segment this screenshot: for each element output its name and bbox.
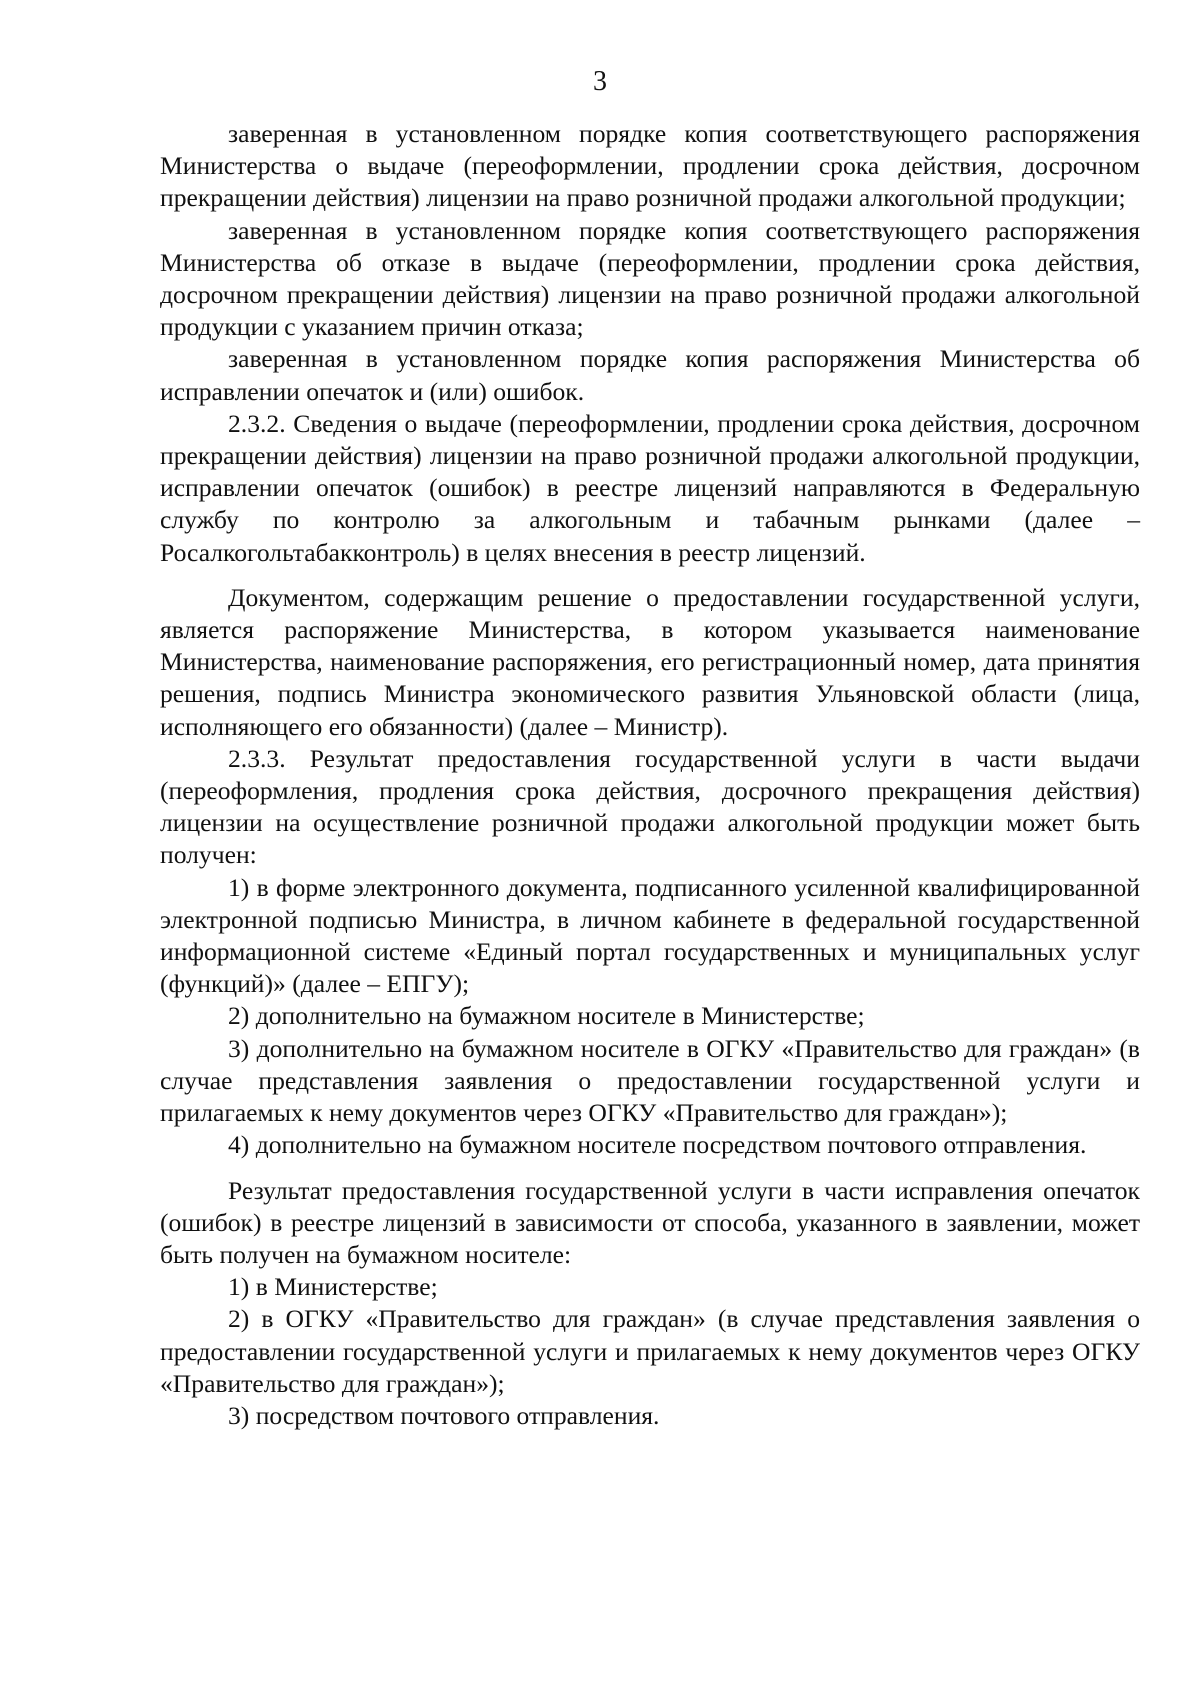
page-number: 3: [593, 66, 607, 97]
paragraph: заверенная в установленном порядке копия соответствующего распоряжения Министерства об отказе в выдаче (переоформлении, продлении срока действия, досрочном прекращении действия) лицензии на право розничной продажи алкогольной продукции с указанием причин отказа;: [160, 215, 1140, 342]
paragraph: Документом, содержащим решение о предоставлении государственной услуги, является распоряжение Министерства, в котором указывается наименование Министерства, наименование распоряжения, его регистрационный номер, дата принятия решения, подпись Министра экономического развития Ульяновской области (лица, исполняющего его обязанности) (далее – Министр).: [160, 582, 1140, 741]
paragraph: Результат предоставления государственной услуги в части исправления опечаток (ошибок) в реестре лицензий в зависимости от способа, указанного в заявлении, может быть получен на бумажном носителе:: [160, 1175, 1140, 1269]
paragraph: заверенная в установленном порядке копия распоряжения Министерства об исправлении опечаток и (или) ошибок.: [160, 344, 1140, 406]
paragraph: 1) в форме электронного документа, подписанного усиленной квалифицированной электронной подписью Министра, в личном кабинете в федеральной государственной информационной системе «Единый портал государственных и муниципальных услуг (функций)» (далее – ЕПГУ);: [160, 872, 1140, 999]
paragraph: 2.3.2. Сведения о выдаче (переоформлении, продлении срока действия, досрочном прекращении действия) лицензии на право розничной продажи алкогольной продукции, исправлении опечаток (ошибок) в реестре лицензий направляются в Федеральную службу по контролю за алкогольным и табачным рынками (далее – Росалкогольтабакконтроль) в целях внесения в реестр лицензий.: [160, 408, 1140, 567]
paragraph: 2) дополнительно на бумажном носителе в Министерстве;: [228, 1001, 865, 1031]
paragraph: 3) дополнительно на бумажном носителе в ОГКУ «Правительство для граждан» (в случае представления заявления о предоставлении государственной услуги и прилагаемых к нему документов через ОГКУ «Правительство для граждан»);: [160, 1033, 1140, 1128]
paragraph: заверенная в установленном порядке копия соответствующего распоряжения Министерства о выдаче (переоформлении, продлении срока действия, досрочном прекращении действия) лицензии на право розничной продажи алкогольной продукции;: [160, 119, 1140, 213]
paragraph: 1) в Министерстве;: [228, 1272, 438, 1302]
paragraph: 2.3.3. Результат предоставления государственной услуги в части выдачи (переоформления, продления срока действия, досрочного прекращения действия) лицензии на осуществление розничной продажи алкогольной продукции может быть получен:: [160, 743, 1140, 870]
paragraph: 4) дополнительно на бумажном носителе посредством почтового отправления.: [228, 1130, 1087, 1160]
paragraph: 3) посредством почтового отправления.: [228, 1400, 660, 1430]
paragraph: 2) в ОГКУ «Правительство для граждан» (в случае представления заявления о предоставлении государственной услуги и прилагаемых к нему документов через ОГКУ «Правительство для граждан»);: [160, 1304, 1140, 1398]
document-body: [160, 118, 1140, 1432]
